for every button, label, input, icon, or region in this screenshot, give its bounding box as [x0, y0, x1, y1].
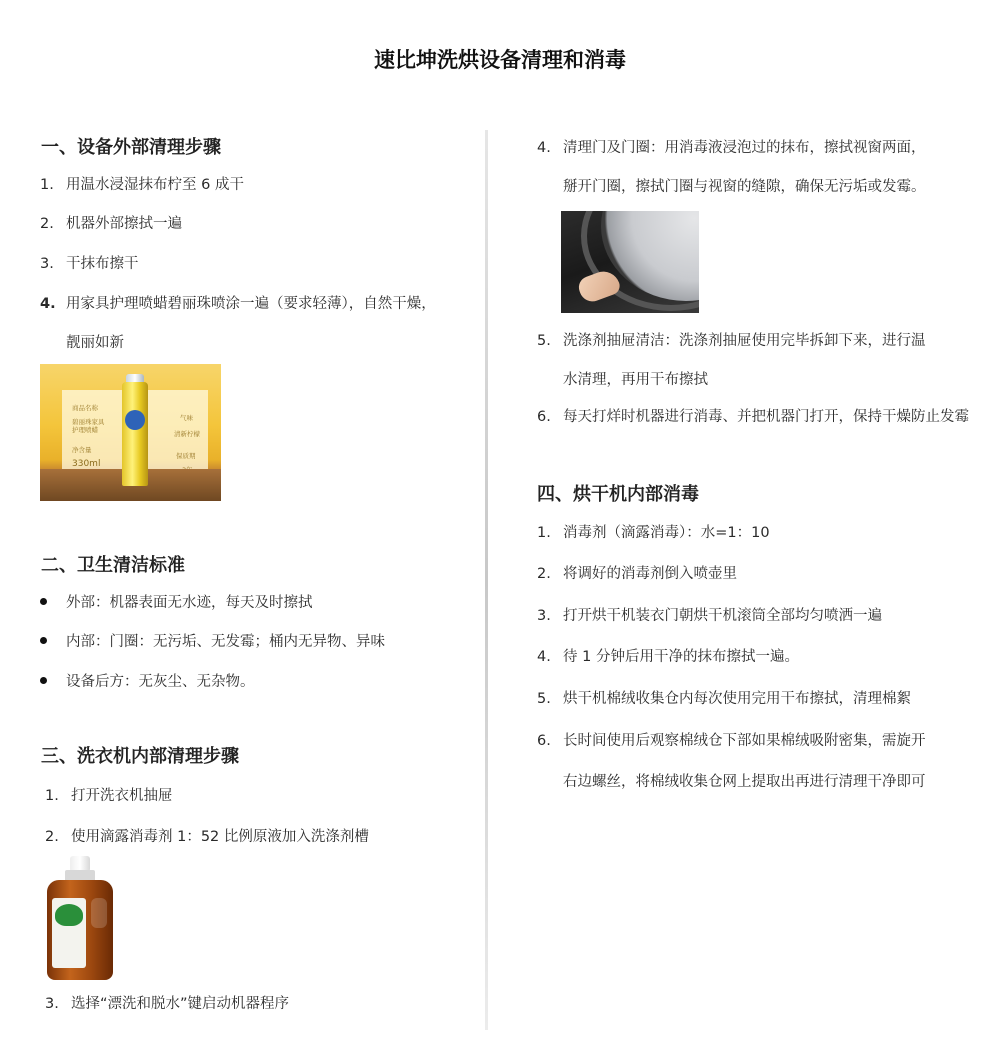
page-title: 速比坤洗烘设备清理和消毒	[374, 47, 626, 72]
furniture-polish-product-image	[40, 364, 221, 501]
bullet-icon	[40, 598, 47, 605]
bottle-handle	[91, 898, 107, 928]
section4-step-5: 5. 烘干机棉绒收集仓内每次使用完用干布擦拭，清理棉絮	[537, 691, 911, 707]
section2-item-3: 设备后方：无灰尘、无杂物。	[40, 673, 255, 691]
section3-step-3: 3. 选择“漂洗和脱水”键启动机器程序	[45, 996, 290, 1012]
brand-logo	[125, 410, 145, 430]
section1-step-2: 2. 机器外部擦拭一遍	[40, 216, 182, 232]
section3-step-2: 2. 使用滴露消毒剂 1：52 比例原液加入洗涤剂槽	[45, 829, 369, 845]
section2-item-2: 内部：门圈：无污垢、无发霉；桶内无异物、异味	[40, 633, 385, 651]
section1-step-3: 3. 干抹布擦干	[40, 256, 139, 272]
spray-can	[122, 382, 148, 486]
washer-door-gasket-photo	[561, 211, 699, 313]
column-divider	[485, 130, 488, 1030]
product-name: 碧丽珠家具	[72, 418, 105, 426]
section2-item-1: 外部：机器表面无水迹，每天及时擦拭	[40, 594, 313, 612]
section4-heading: 四、烘干机内部消毒	[537, 484, 699, 505]
section3-step-5-continued: 水清理，再用干布擦拭	[563, 372, 708, 388]
section3-step-6: 6. 每天打烊时机器进行消毒、并把机器门打开，保持干燥防止发霉	[537, 409, 969, 425]
scent-label: 气味	[180, 414, 193, 422]
section4-step-4: 4. 待 1 分钟后用干净的抹布擦拭一遍。	[537, 649, 799, 665]
section4-step-6-continued: 右边螺丝，将棉绒收集仓网上提取出再进行清理干净即可	[563, 774, 926, 790]
section3-heading: 三、洗衣机内部清理步骤	[41, 746, 239, 767]
section1-step-4: 4. 用家具护理喷蜡碧丽珠喷涂一遍（要求轻薄），自然干燥，	[40, 296, 436, 312]
bullet-icon	[40, 637, 47, 644]
section4-step-6: 6. 长时间使用后观察棉绒仓下部如果棉绒吸附密集，需旋开	[537, 733, 926, 749]
bullet-icon	[40, 677, 47, 684]
shelf-life-label: 保质期	[176, 452, 196, 460]
net-content: 330ml	[72, 459, 101, 469]
section3-step-5: 5. 洗涤剂抽屉清洁：洗涤剂抽屉使用完毕拆卸下来，进行温	[537, 333, 926, 349]
section1-heading: 一、设备外部清理步骤	[41, 137, 221, 158]
section2-heading: 二、卫生清洁标准	[41, 555, 185, 576]
section1-step-4-continued: 靓丽如新	[66, 335, 124, 351]
section4-step-3: 3. 打开烘干机装衣门朝烘干机滚筒全部均匀喷洒一遍	[537, 608, 882, 624]
section3-step-1: 1. 打开洗衣机抽屉	[45, 788, 173, 804]
dettol-bottle-image	[43, 856, 117, 982]
section3-step-4: 4. 清理门及门圈：用消毒液浸泡过的抹布，擦拭视窗两面，	[537, 140, 926, 156]
section4-step-1: 1. 消毒剂（滴露消毒）：水=1：10	[537, 525, 770, 541]
section3-step-4-continued: 掰开门圈，擦拭门圈与视窗的缝隙，确保无污垢或发霉。	[563, 179, 926, 195]
section4-step-2: 2. 将调好的消毒剂倒入喷壶里	[537, 566, 737, 582]
dettol-logo	[55, 904, 83, 926]
net-content-label: 净含量	[72, 446, 92, 454]
scent-value: 清新柠檬	[174, 430, 200, 438]
product-name-label: 商品名称	[72, 404, 98, 412]
product-name-2: 护理喷蜡	[72, 426, 98, 434]
section1-step-1: 1. 用温水浸湿抹布柠至 6 成干	[40, 177, 244, 193]
